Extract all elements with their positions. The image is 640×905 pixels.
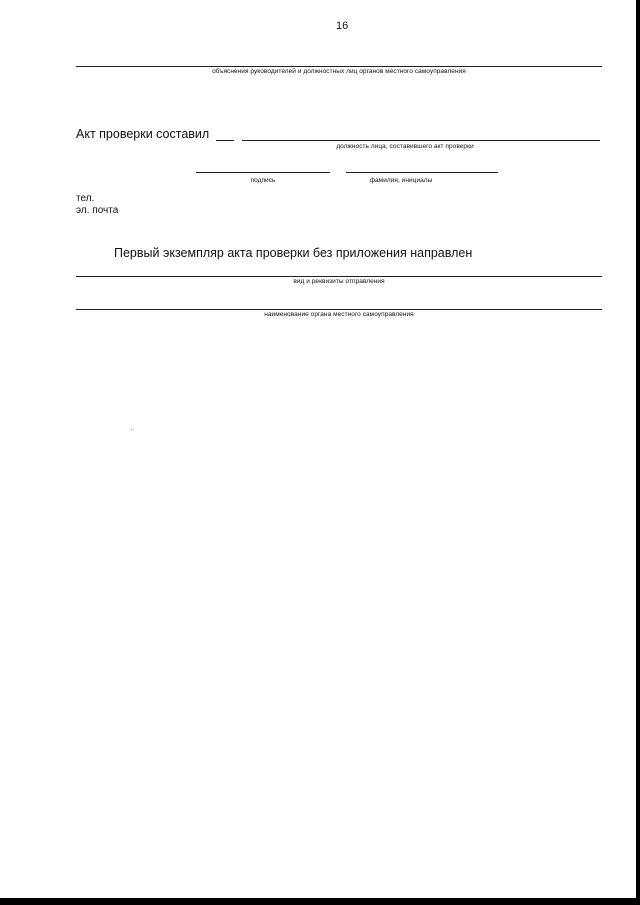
- email-label: эл. почта: [76, 205, 119, 216]
- scan-edge-bottom: [0, 898, 640, 905]
- dispatch-line: [76, 276, 602, 277]
- explanations-caption: объяснения руководителей и должностных лиц органов местного самоуправления: [212, 68, 466, 75]
- phone-label: тел.: [76, 193, 95, 204]
- scan-edge-right: [636, 0, 640, 905]
- name-caption: фамилия, инициалы: [369, 177, 433, 184]
- authority-line: [76, 309, 602, 310]
- signature-line: [196, 172, 330, 173]
- dispatch-caption: вид и реквизиты отправления: [293, 278, 385, 285]
- name-line: [346, 172, 498, 173]
- sent-statement: Первый экземпляр акта проверки без приложения направлен: [114, 246, 473, 260]
- signature-caption: подпись: [250, 177, 276, 184]
- page-number: 16: [336, 20, 349, 32]
- act-compiled-label: Акт проверки составил: [76, 127, 210, 141]
- explanations-line: [76, 66, 602, 67]
- scan-speck: [131, 429, 132, 430]
- act-compiled-short-line: [216, 140, 234, 141]
- position-line: [242, 140, 600, 141]
- position-caption: должность лица, составившего акт проверки: [336, 143, 474, 150]
- authority-caption: наименование органа местного самоуправления: [264, 311, 414, 318]
